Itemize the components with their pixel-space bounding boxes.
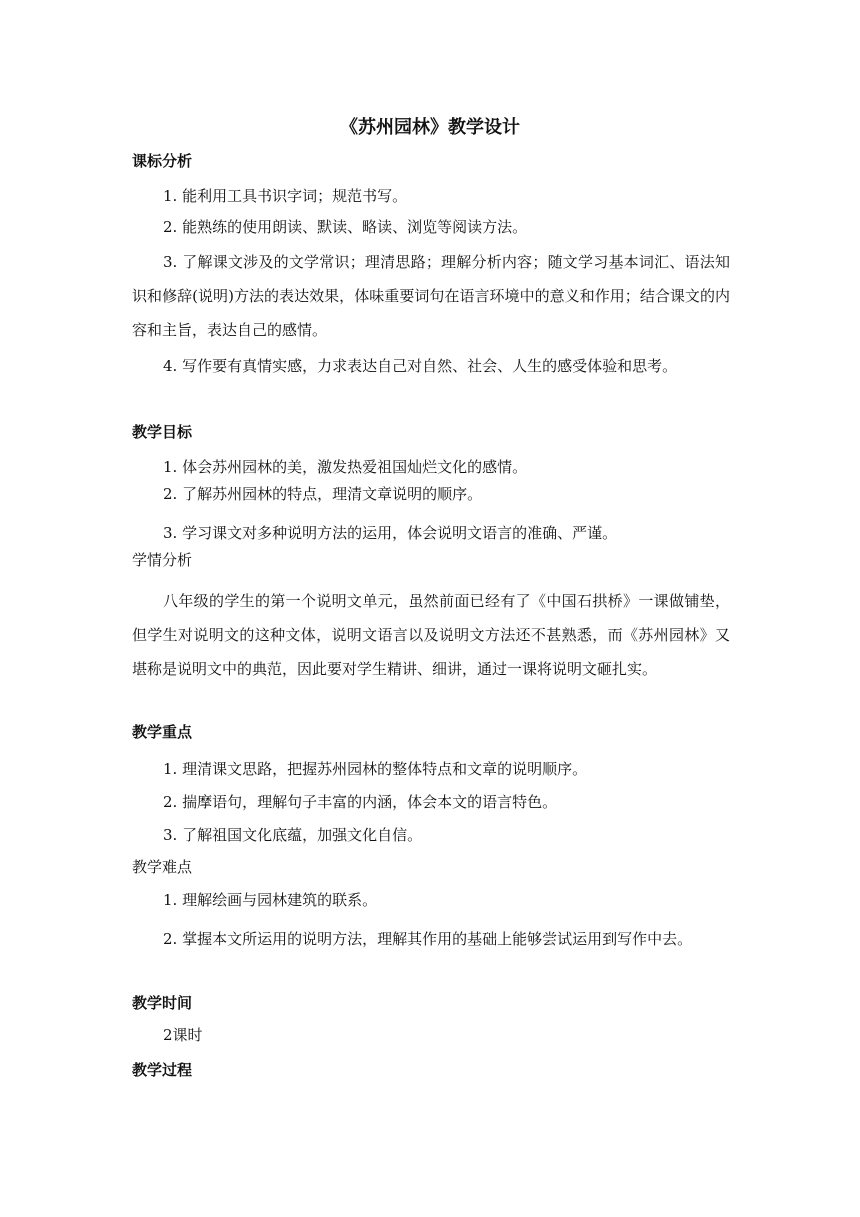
curriculum-item-4: 4. 写作要有真情实感，力求表达自己对自然、社会、人生的感受体验和思考。 bbox=[163, 357, 678, 375]
section-heading-duration: 教学时间 bbox=[132, 994, 193, 1012]
section-heading-learner-analysis: 学情分析 bbox=[132, 551, 193, 569]
curriculum-item-3: 3. 了解课文涉及的文学常识；理清思路；理解分析内容；随文学习基本词汇、语法知识和修辞(说明)方法的表达效果，体味重要词句在语言环境中的意义和作用；结合课文的内容和主旨，表达自己的感情。 bbox=[132, 253, 730, 339]
section-heading-process: 教学过程 bbox=[132, 1061, 193, 1079]
curriculum-item-1: 1. 能利用工具书识字词；规范书写。 bbox=[163, 187, 408, 205]
objective-item-3: 3. 学习课文对多种说明方法的运用，体会说明文语言的准确、严谨。 bbox=[163, 524, 618, 542]
objective-item-2: 2. 了解苏州园林的特点，理清文章说明的顺序。 bbox=[163, 485, 483, 503]
key-point-item-1: 1. 理清课文思路，把握苏州园林的整体特点和文章的说明顺序。 bbox=[163, 760, 588, 778]
objective-item-1: 1. 体会苏州园林的美，激发热爱祖国灿烂文化的感情。 bbox=[163, 458, 528, 476]
section-heading-objectives: 教学目标 bbox=[132, 423, 193, 441]
section-heading-difficulties: 教学难点 bbox=[132, 858, 193, 876]
learner-analysis-text: 八年级的学生的第一个说明文单元，虽然前面已经有了《中国石拱桥》一课做铺垫，但学生对说明文的这种文体，说明文语言以及说明文方法还不甚熟悉，而《苏州园林》又堪称是说明文中的典范，因此要对学生精讲、细讲，通过一课将说明文砸扎实。 bbox=[132, 592, 730, 678]
curriculum-item-2: 2. 能熟练的使用朗读、默读、略读、浏览等阅读方法。 bbox=[163, 218, 528, 236]
difficulty-item-1: 1. 理解绘画与园林建筑的联系。 bbox=[163, 891, 378, 909]
section-heading-curriculum: 课标分析 bbox=[132, 152, 193, 170]
key-point-item-2: 2. 揣摩语句，理解句子丰富的内涵，体会本文的语言特色。 bbox=[163, 793, 558, 811]
key-point-item-3: 3. 了解祖国文化底蕴，加强文化自信。 bbox=[163, 826, 423, 844]
duration-text: 2课时 bbox=[163, 1026, 203, 1044]
difficulty-item-2: 2. 掌握本文所运用的说明方法，理解其作用的基础上能够尝试运用到写作中去。 bbox=[163, 930, 693, 948]
section-heading-key-points: 教学重点 bbox=[132, 723, 193, 741]
document-title: 《苏州园林》教学设计 bbox=[340, 117, 520, 138]
